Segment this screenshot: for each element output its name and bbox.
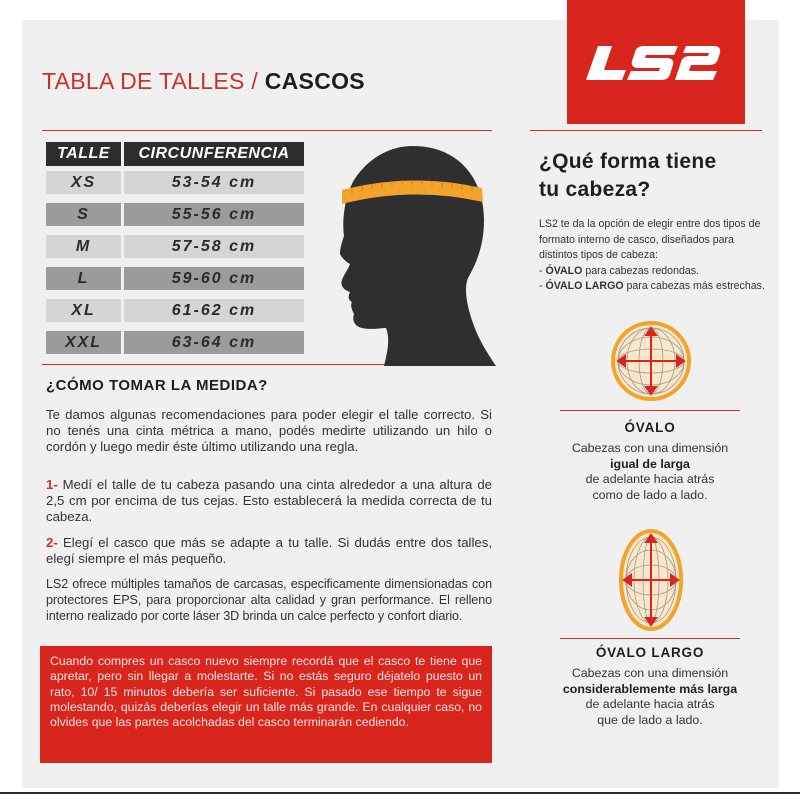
table-row	[46, 299, 304, 322]
shape-intro	[539, 217, 771, 295]
range-cell: 57-58 cm	[124, 235, 304, 258]
step-1-text: Medí el talle de tu cabeza pasando una cinta alrededor a una altura de 2,5 cm por encima de tus cejas. Esto establecerá la medida correcta de tu cabeza.	[46, 477, 492, 524]
oval-divider	[560, 410, 740, 411]
size-cell: L	[46, 267, 121, 290]
header-circumference: CIRCUNFERENCIA	[124, 142, 304, 166]
option-oval	[539, 264, 771, 280]
ls2-logo-icon	[586, 32, 726, 92]
oval-desc-line-1: Cabezas con una dimensión	[571, 441, 729, 455]
shape-intro-text: LS2 te da la opción de elegir entre dos tipos de formato interno de casco, diseñados para distintos tipos de cabeza:	[539, 218, 761, 261]
oval-desc-bold: igual de larga	[610, 456, 690, 471]
oval-desc-line-4: como de lado a lado.	[592, 487, 708, 502]
brand-logo	[567, 0, 745, 124]
range-cell: 53-54 cm	[124, 171, 304, 194]
size-cell: XL	[46, 299, 121, 322]
header-size: TALLE	[46, 142, 121, 166]
table-row	[46, 171, 304, 194]
option-long-oval	[539, 279, 771, 295]
size-cell: XS	[46, 171, 121, 194]
divider-top-right	[530, 130, 762, 131]
bottom-rule	[0, 792, 800, 794]
size-table	[46, 142, 304, 363]
step-2-number: 2-	[46, 535, 58, 550]
head-measure-icon	[318, 138, 498, 370]
long-oval-desc-bold: considerablemente más larga	[562, 681, 738, 696]
divider-top-left	[42, 130, 492, 131]
long-oval-description	[535, 666, 765, 728]
round-oval-icon	[610, 320, 692, 402]
notice-box: Cuando compres un casco nuevo siempre recordá que el casco te tiene que apretar, pero sin llegar a molestarte. Si no estás seguro déjatelo puesto un rato, 10/ 15 minutos debería ser suficiente. Si pasado ese tiempo te sigue molestando, quizás deberías elegir un talle más grande. En cualquier caso, no olvides que las partes acolchadas del casco terminarán cediendo.	[40, 646, 492, 763]
measure-step-1	[46, 477, 492, 525]
range-cell: 55-56 cm	[124, 203, 304, 226]
size-cell: S	[46, 203, 121, 226]
long-oval-divider	[560, 638, 740, 639]
size-cell: M	[46, 235, 121, 258]
long-oval-icon	[618, 528, 684, 632]
option-long-oval-text: para cabezas más estrechas.	[623, 280, 765, 292]
shape-title	[539, 148, 717, 204]
oval-title: ÓVALO	[624, 420, 676, 435]
size-cell: XXL	[46, 331, 121, 354]
table-row	[46, 331, 304, 354]
shells-paragraph: LS2 ofrece múltiples tamaños de carcasas, especificamente dimensionadas con protectores EPS, para proporcionar alta calidad y gran performance. El relleno interno realizado por corte láser 3D brinda un calce perfecto y confort diario.	[46, 577, 492, 623]
shape-title-line-2: tu cabeza?	[539, 178, 651, 201]
option-oval-name: ÓVALO	[545, 264, 583, 277]
title-part2: CASCOS	[264, 68, 365, 94]
range-cell: 61-62 cm	[124, 299, 304, 322]
table-row	[46, 267, 304, 290]
table-row	[46, 235, 304, 258]
option-oval-text: para cabezas redondas.	[582, 264, 699, 277]
long-oval-desc-line-1: Cabezas con una dimensión	[571, 666, 729, 680]
range-cell: 63-64 cm	[124, 331, 304, 354]
page-title	[42, 68, 365, 95]
long-oval-desc-line-3: de adelante hacia atrás	[585, 697, 715, 711]
option-long-oval-prefix: -	[539, 280, 546, 292]
measure-step-2	[46, 535, 492, 567]
long-oval-title: ÓVALO LARGO	[595, 645, 705, 660]
oval-desc-line-3: de adelante hacia atrás	[585, 472, 715, 486]
step-2-text: Elegí el casco que más se adapte a tu talle. Si dudás entre dos talles, elegí siempre el más pequeño.	[46, 535, 492, 566]
oval-description	[535, 441, 765, 503]
title-separator: /	[244, 68, 265, 94]
option-long-oval-name: ÓVALO LARGO	[545, 280, 624, 292]
measure-intro: Te damos algunas recomendaciones para poder elegir el talle correcto. Si no tenés una cinta métrica a mano, podés medirte utilizando un hilo o cordón y luego medir éste último utilizando una regla.	[46, 407, 492, 454]
step-1-number: 1-	[46, 477, 58, 492]
shape-title-line-1: ¿Qué forma tiene	[539, 150, 717, 173]
measure-title: ¿CÓMO TOMAR LA MEDIDA?	[46, 377, 268, 394]
option-oval-prefix: -	[539, 264, 546, 277]
title-part1: TABLA DE TALLES	[42, 68, 245, 94]
long-oval-desc-line-4: que de lado a lado.	[597, 712, 703, 727]
size-table-header	[46, 142, 304, 166]
table-row	[46, 203, 304, 226]
range-cell: 59-60 cm	[124, 267, 304, 290]
